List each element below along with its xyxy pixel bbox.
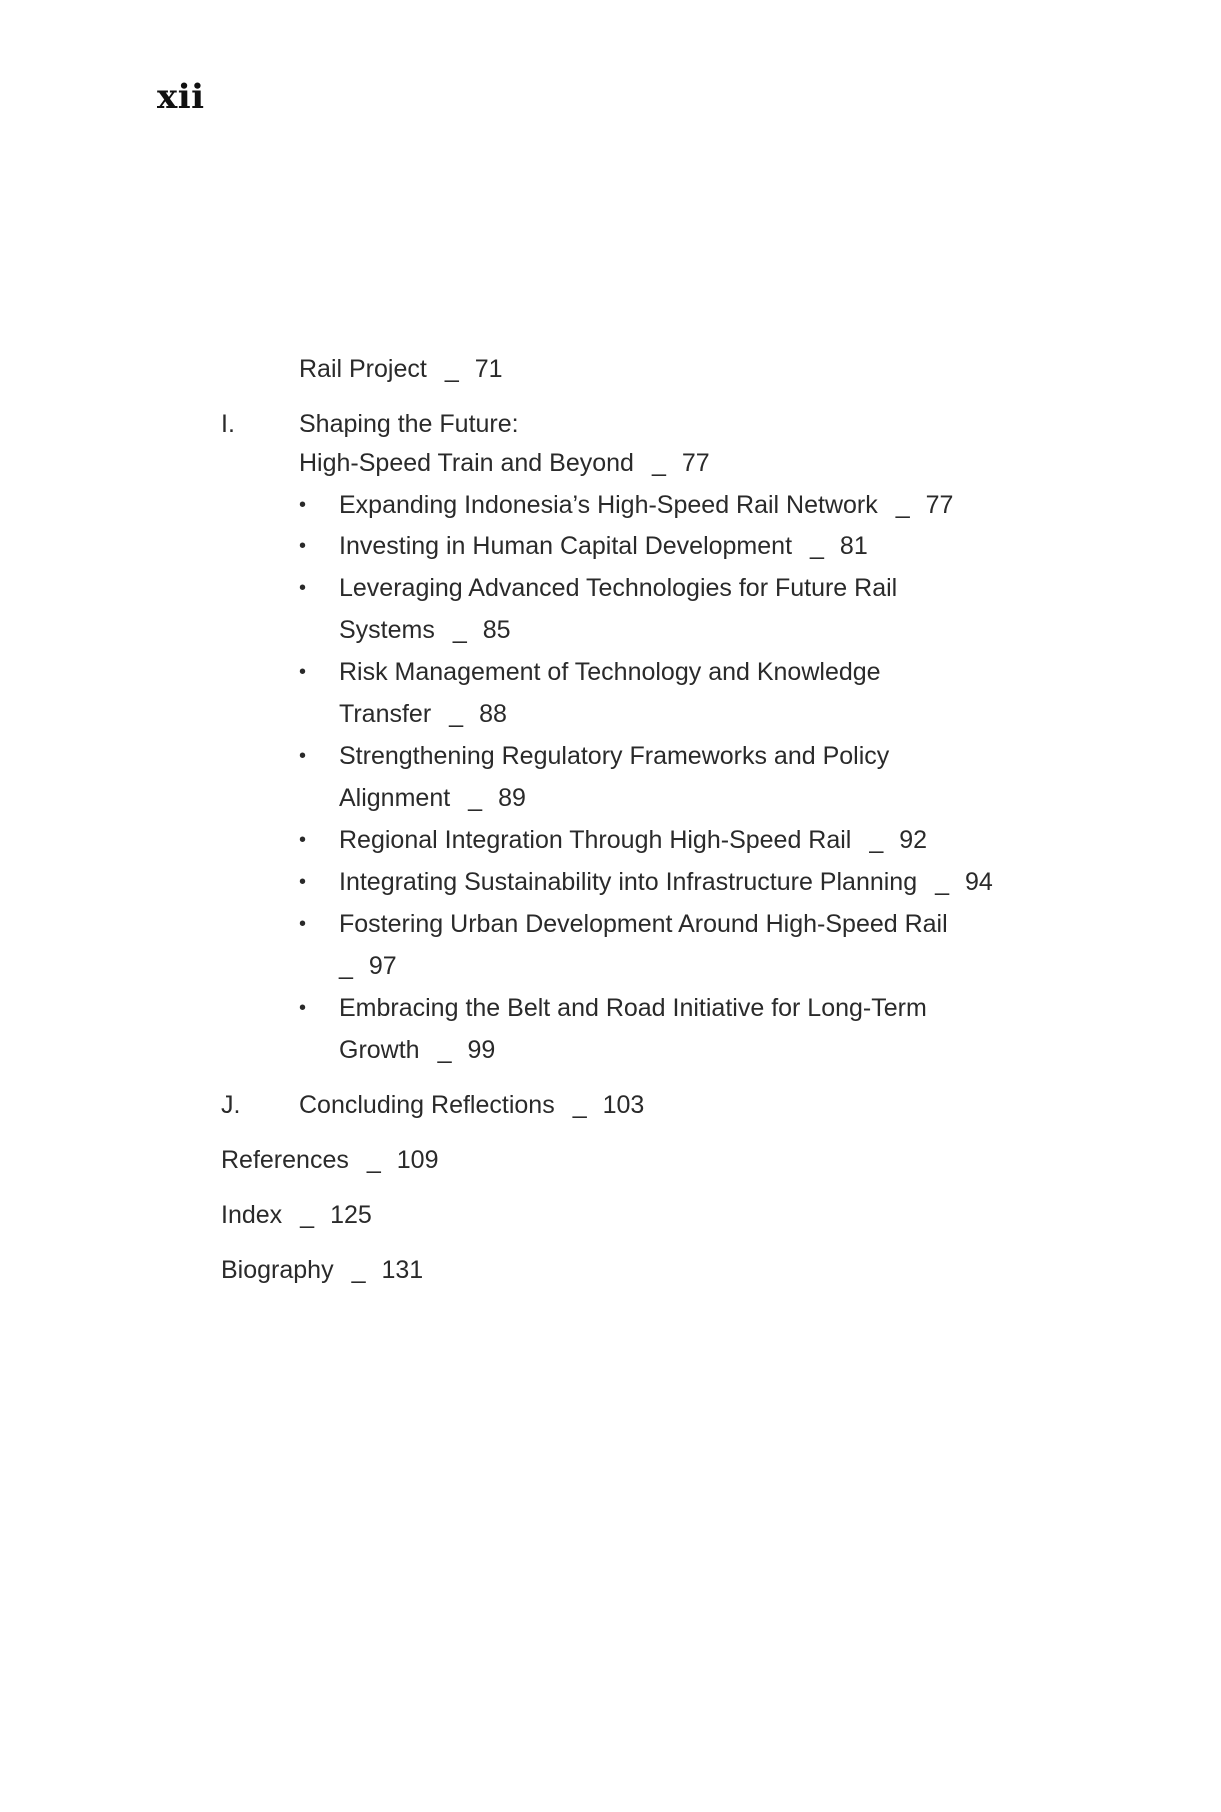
toc-page-number: 81	[839, 532, 868, 560]
toc-entry-title: Investing in Human Capital Development	[339, 532, 793, 560]
section-number-j: J.	[221, 1091, 241, 1119]
toc-subentry-line1[interactable]: Risk Management of Technology and Knowledge	[339, 658, 881, 686]
toc-subentry-line1[interactable]: Strengthening Regulatory Frameworks and Policy	[339, 742, 890, 770]
bullet-icon: •	[299, 913, 307, 935]
toc-subentry-line2[interactable]	[339, 697, 507, 731]
toc-separator: _	[935, 868, 950, 896]
toc-subentry[interactable]	[339, 488, 953, 522]
toc-entry-index[interactable]	[221, 1198, 372, 1232]
toc-separator: _	[339, 952, 353, 980]
toc-separator: _	[651, 449, 666, 477]
toc-entry-title: Biography	[221, 1256, 334, 1284]
toc-page-number: 89	[498, 784, 526, 812]
toc-entry-title: Concluding Reflections	[299, 1091, 555, 1119]
toc-entry-title: Systems	[339, 616, 435, 644]
toc-separator: _	[449, 700, 464, 728]
section-number-i: I.	[221, 410, 235, 438]
bullet-icon: •	[299, 494, 307, 516]
toc-entry-title: High-Speed Train and Beyond	[299, 449, 634, 477]
toc-entry-title: References	[221, 1146, 349, 1174]
toc-subentry-line2[interactable]	[339, 949, 397, 983]
toc-entry-title: Expanding Indonesia’s High-Speed Rail Network	[339, 491, 878, 519]
toc-page-number: 125	[330, 1201, 372, 1229]
toc-entry-title: Integrating Sustainability into Infrastructure Planning	[339, 868, 918, 896]
toc-page-number: 77	[925, 491, 954, 519]
toc-page-number: 131	[381, 1256, 424, 1284]
bullet-icon: •	[299, 535, 307, 557]
bullet-icon: •	[299, 829, 307, 851]
toc-separator: _	[452, 616, 467, 644]
bullet-icon: •	[299, 745, 307, 767]
toc-entry-title: Transfer	[339, 700, 432, 728]
toc-entry-title: Regional Integration Through High-Speed Rail	[339, 826, 852, 854]
toc-page-number: 109	[396, 1146, 439, 1174]
toc-page-number: 85	[482, 616, 511, 644]
toc-page-number: 77	[681, 449, 710, 477]
toc-separator: _	[869, 826, 884, 854]
bullet-icon: •	[299, 577, 307, 599]
toc-subentry-line2[interactable]	[339, 613, 511, 647]
toc-separator: _	[572, 1091, 587, 1119]
toc-subentry-line1[interactable]: Fostering Urban Development Around High-Speed Rail	[339, 910, 948, 938]
toc-entry-rail-project[interactable]	[299, 352, 503, 386]
toc-separator: _	[810, 532, 824, 560]
toc-entry-title: Rail Project	[299, 355, 427, 383]
toc-separator: _	[444, 355, 459, 383]
toc-subentry-line1[interactable]: Leveraging Advanced Technologies for Future Rail	[339, 574, 898, 602]
toc-entry-title: Growth	[339, 1036, 420, 1064]
toc-page-number: 103	[602, 1091, 645, 1119]
toc-entry-references[interactable]	[221, 1143, 438, 1177]
toc-entry-section-j[interactable]	[299, 1088, 644, 1122]
toc-subentry[interactable]	[339, 529, 868, 563]
toc-subentry-line1[interactable]: Embracing the Belt and Road Initiative for Long-Term	[339, 994, 927, 1022]
toc-subentry[interactable]	[339, 865, 993, 899]
toc-separator: _	[300, 1201, 315, 1229]
toc-separator: _	[468, 784, 483, 812]
toc-entry-biography[interactable]	[221, 1253, 423, 1287]
toc-subentry[interactable]	[339, 823, 927, 857]
toc-separator: _	[366, 1146, 381, 1174]
bullet-icon: •	[299, 997, 307, 1019]
page-folio: xii	[157, 77, 205, 117]
toc-page-number: 99	[467, 1036, 496, 1064]
toc-separator: _	[895, 491, 910, 519]
toc-entry-section-i[interactable]	[299, 446, 710, 480]
toc-entry-title: Index	[221, 1201, 283, 1229]
toc-page-number: 71	[474, 355, 503, 383]
toc-page-number: 97	[368, 952, 397, 980]
section-i-title-line1[interactable]: Shaping the Future:	[299, 410, 519, 438]
bullet-icon: •	[299, 871, 307, 893]
toc-page-number: 88	[479, 700, 507, 728]
toc-separator: _	[351, 1256, 366, 1284]
toc-separator: _	[437, 1036, 452, 1064]
toc-subentry-line2[interactable]	[339, 781, 526, 815]
bullet-icon: •	[299, 661, 307, 683]
toc-page-number: 94	[965, 868, 993, 896]
toc-subentry-line2[interactable]	[339, 1033, 495, 1067]
toc-entry-title: Alignment	[339, 784, 451, 812]
toc-page-number: 92	[899, 826, 928, 854]
